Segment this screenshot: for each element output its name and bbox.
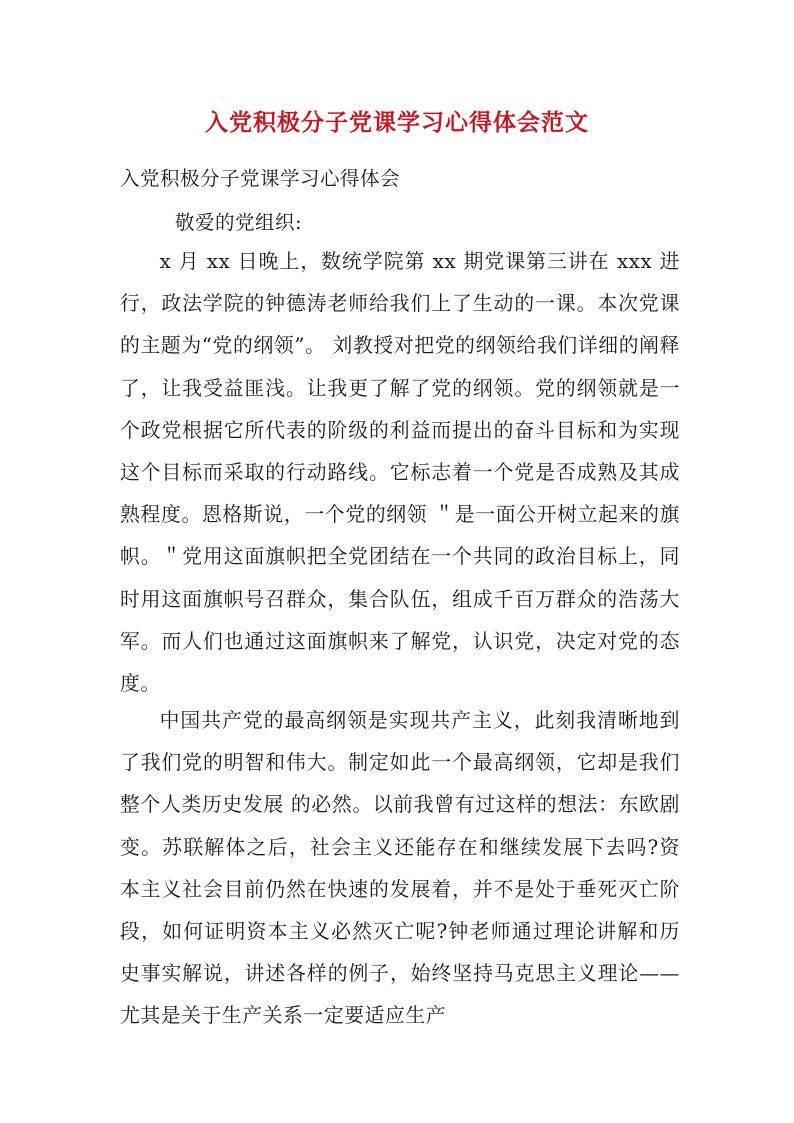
body-paragraph-2: 中国共产党的最高纲领是实现共产主义，此刻我清晰地到了我们党的明智和伟大。制定如此一个最高纲领，它却是我们整个人类历史发展 的必然。以前我曾有过这样的想法：东欧剧变。苏联解体之后，社会主义还能存在和继续发展下去吗?资本主义社会目前仍然在快速的发展着，并不是处于垂死灭亡阶段，如何证明资本主义必然灭亡呢?钟老师通过理论讲解和历史事实解说，讲述各样的例子，始终坚持马克思主义理论——尤其是关于生产关系一定要适应生产 <box>120 709 680 1028</box>
document-title: 入党积极分子党课学习心得体会范文 <box>205 109 589 136</box>
salutation: 敬爱的党组织: <box>175 211 303 234</box>
document-subtitle: 入党积极分子党课学习心得体会 <box>120 167 401 190</box>
body-paragraph-1: x 月 xx 日晚上，数统学院第 xx 期党课第三讲在 xxx 进行，政法学院的钟德涛老师给我们上了生动的一课。本次党课的主题为“党的纲领”。 刘教授对把党的纲领给我们详细的阐释了，让我受益匪浅。让我更了解了党的纲领。党的纲领就是一个政党根据它所代表的阶级的利益而提出的奋斗目标和为实现这个目标而采取的行动路线。它标志着一个党是否成熟及其成熟程度。恩格斯说，一个党的纲领 ＂是一面公开树立起来的旗帜。＂党用这面旗帜把全党团结在一个共同的政治目标上，同时用这面旗帜号召群众，集合队伍，组成千百万群众的浩荡大军。而人们也通过这面旗帜来了解党，认识党，决定对党的态度。 <box>120 250 680 696</box>
